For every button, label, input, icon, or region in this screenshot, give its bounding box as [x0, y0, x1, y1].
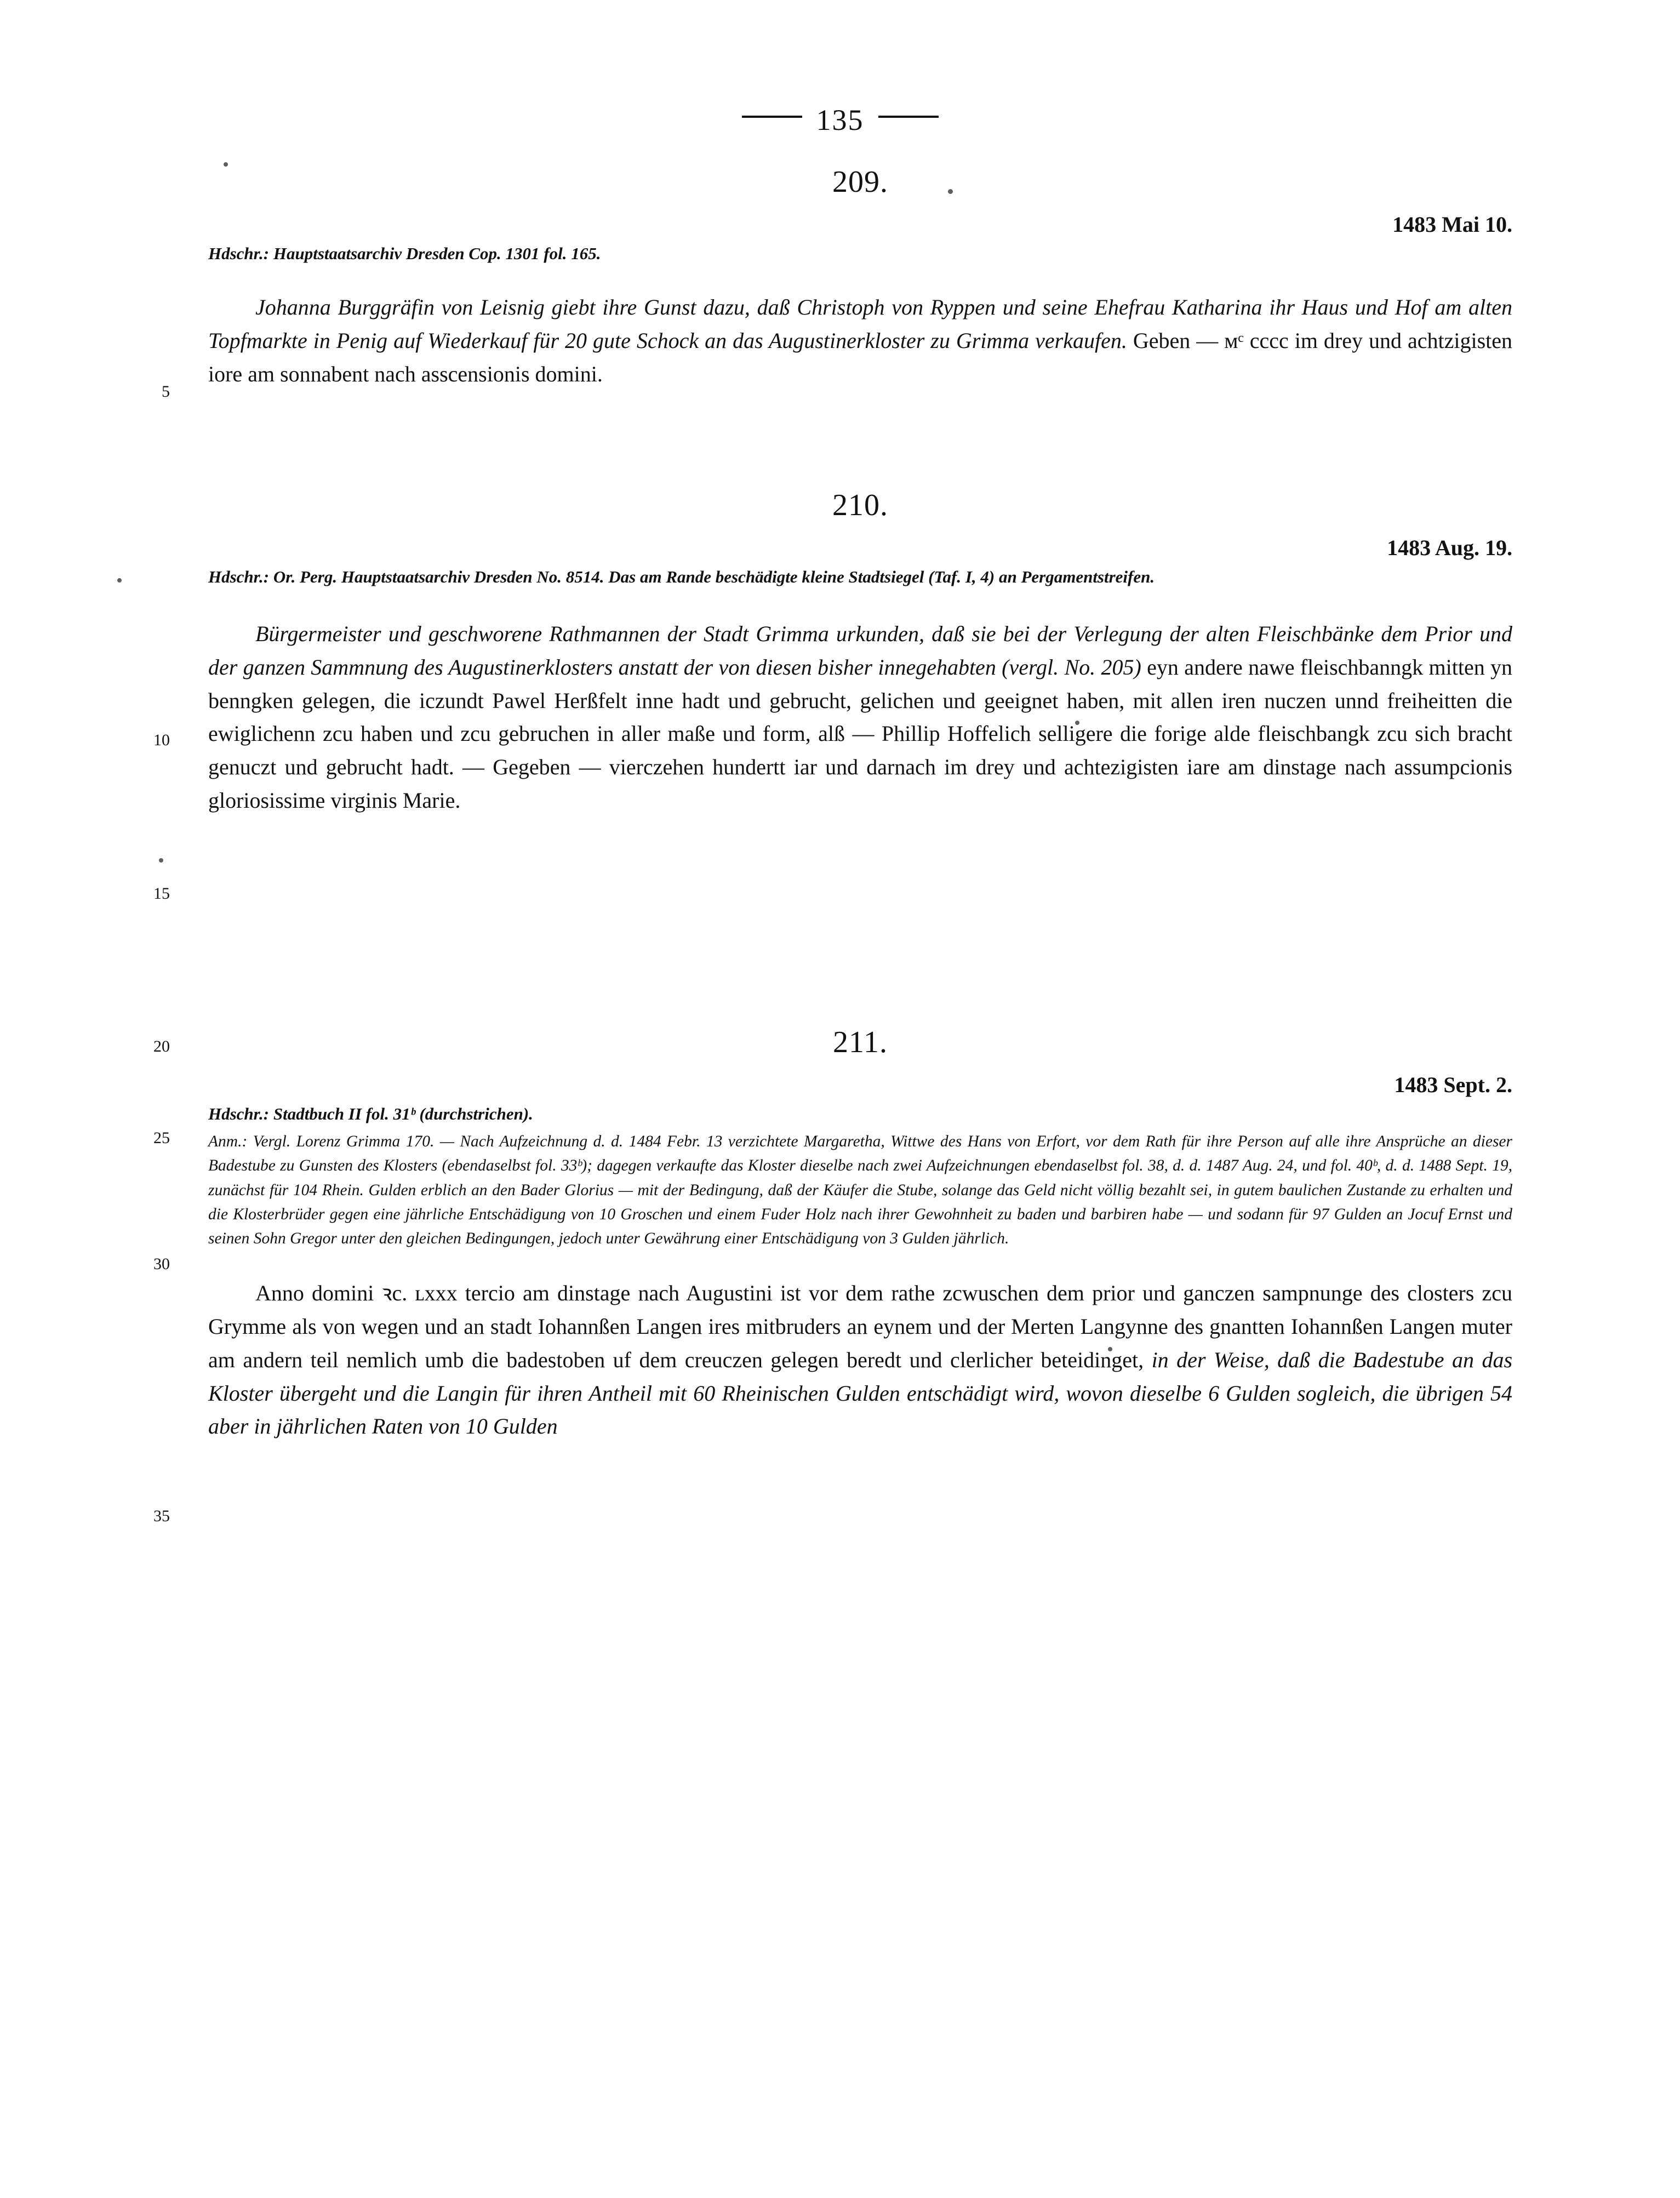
speck: [117, 578, 122, 583]
line-number-25: 25: [153, 1129, 170, 1147]
line-number-10: 10: [153, 731, 170, 749]
entry-number-211: 211.: [833, 1025, 888, 1059]
entry-number-210: 210.: [832, 488, 888, 522]
entry-body-210: [208, 618, 1512, 818]
entry-regest-209: [208, 291, 1512, 391]
line-number-30: 30: [153, 1255, 170, 1273]
line-number-20: 20: [153, 1037, 170, 1055]
entry-annotation-211: Anm.: Vergl. Lorenz Grimma 170. — Nach Aufzeichnung d. d. 1484 Febr. 13 verzichtete Margaretha, Wittwe des Hans von Erfort, vor dem Rath für ihre Person auf alle ihre Ansprüche an dieser Badestube zu Gunsten des Klosters (ebendaselbst fol. 33ᵇ); dagegen verkaufte das Kloster dieselbe nach zwei Aufzeichnungen ebendaselbst fol. 38, d. d. 1487 Aug. 24, und fol. 40ᵇ, d. d. 1488 Sept. 19, zunächst für 104 Rhein. Gulden erblich an den Bader Glorius — mit der Bedingung, daß der Käufer die Stube, solange das Geld nicht völlig bezahlt sei, in gutem baulichen Zustande zu erhalten und die Klosterbrüder gegen eine jährliche Entschädigung von 10 Groschen und einem Fuder Holz nach ihrer Gewohnheit zu baden und barbiren habe — und sodann für 97 Gulden an Jocuf Ernst und seinen Sohn Gregor unter den gleichen Bedingungen, jedoch unter Gewährung einer Entschädigung von 3 Gulden jährlich.: [208, 1133, 1512, 1248]
line-number-35: 35: [153, 1507, 170, 1525]
entry-regest-210: Bürgermeister und geschworene Rathmannen der Stadt Grimma urkunden, daß sie bei der Verlegung der alten Fleischbänke dem Prior und der ganzen Sammnung des Augustinerklosters anstatt der von diesen bisher innegehabten (vergl. No. 205): [208, 621, 1512, 680]
entry-date-209: 1483 Mai 10.: [1392, 212, 1512, 237]
entry-text-211-italic: in der Weise, daß die Badestube an das Kloster übergeht und die Langin für ihren Antheil mit 60 Rheinischen Gulden entschädigt wird, wovon dieselbe 6 Gulden sogleich, die übrigen 54 aber in jährlichen Raten von 10 Gulden: [208, 1347, 1513, 1439]
entry-source-210: Hdschr.: Or. Perg. Hauptstaatsarchiv Dresden No. 8514. Das am Rande beschädigte kleine Stadtsiegel (Taf. I, 4) an Pergamentstreifen.: [208, 567, 1155, 586]
page-number: 135: [816, 104, 864, 137]
entry-date-211: 1483 Sept. 2.: [1394, 1072, 1512, 1097]
header-rule-right: [878, 116, 939, 118]
entry-source-211: Hdschr.: Stadtbuch II fol. 31ᵇ (durchstrichen).: [208, 1104, 533, 1123]
entry-209: [162, 164, 1513, 401]
speck: [159, 858, 163, 863]
page-header: [0, 101, 1680, 137]
entry-regest-209-text: Johanna Burggräfin von Leisnig giebt ihre Gunst dazu, daß Christoph von Ryppen und seine Ehefrau Katharina ihr Haus und Hof am alten Topfmarkte in Penig auf Wiederkauf für 20 gute Schock an das Augustinerkloster zu Grimma verkaufen.: [208, 295, 1512, 353]
line-number-15: 15: [153, 884, 170, 903]
entry-text-209: Geben — ᴍᶜ cccc im drey und achtzigisten iore am sonnabent nach asscensionis domini.: [208, 328, 1513, 386]
entry-source-209: Hdschr.: Hauptstaatsarchiv Dresden Cop. 1301 fol. 165.: [208, 244, 601, 263]
line-number-5: 5: [162, 382, 170, 401]
entry-text-211: Anno domini ꝛc. ʟxxx tercio am dinstage nach Augustini ist vor dem rathe zcwuschen dem prior und ganczen sampnunge des closters zcu Grymme als von wegen und an stadt Iohannßen Langen ires mitbruders an eynem und der Merten Langynne des gnantten Iohannßen Langen muter am andern teil nemlich umb die badestoben uf dem creuczen gelegen beredt und clerlicher beteidinget,: [208, 1281, 1512, 1372]
entry-body-211: [208, 1277, 1512, 1443]
header-rule-left: [742, 116, 802, 118]
entry-number-209: 209.: [832, 165, 888, 199]
entry-text-210: eyn andere nawe fleischbanngk mitten yn benngken gelegen, die iczundt Pawel Herßfelt inne hadt und gebrucht, gelichen und geeignet haben, mit allen iren nuczen unnd freiheitten die ewiglichenn zcu haben und zcu gebruchen in aller maße und form, alß — Phillip Hoffelich selligere die forige alde fleischbangk zcu sich bracht genuczt und gebrucht hadt. — Gegeben — vierczehen hundertt iar und darnach im drey und achtezigisten iare am dinstage nach assumpcionis gloriosissime virginis Marie.: [208, 654, 1513, 813]
entry-date-210: 1483 Aug. 19.: [1387, 535, 1512, 560]
